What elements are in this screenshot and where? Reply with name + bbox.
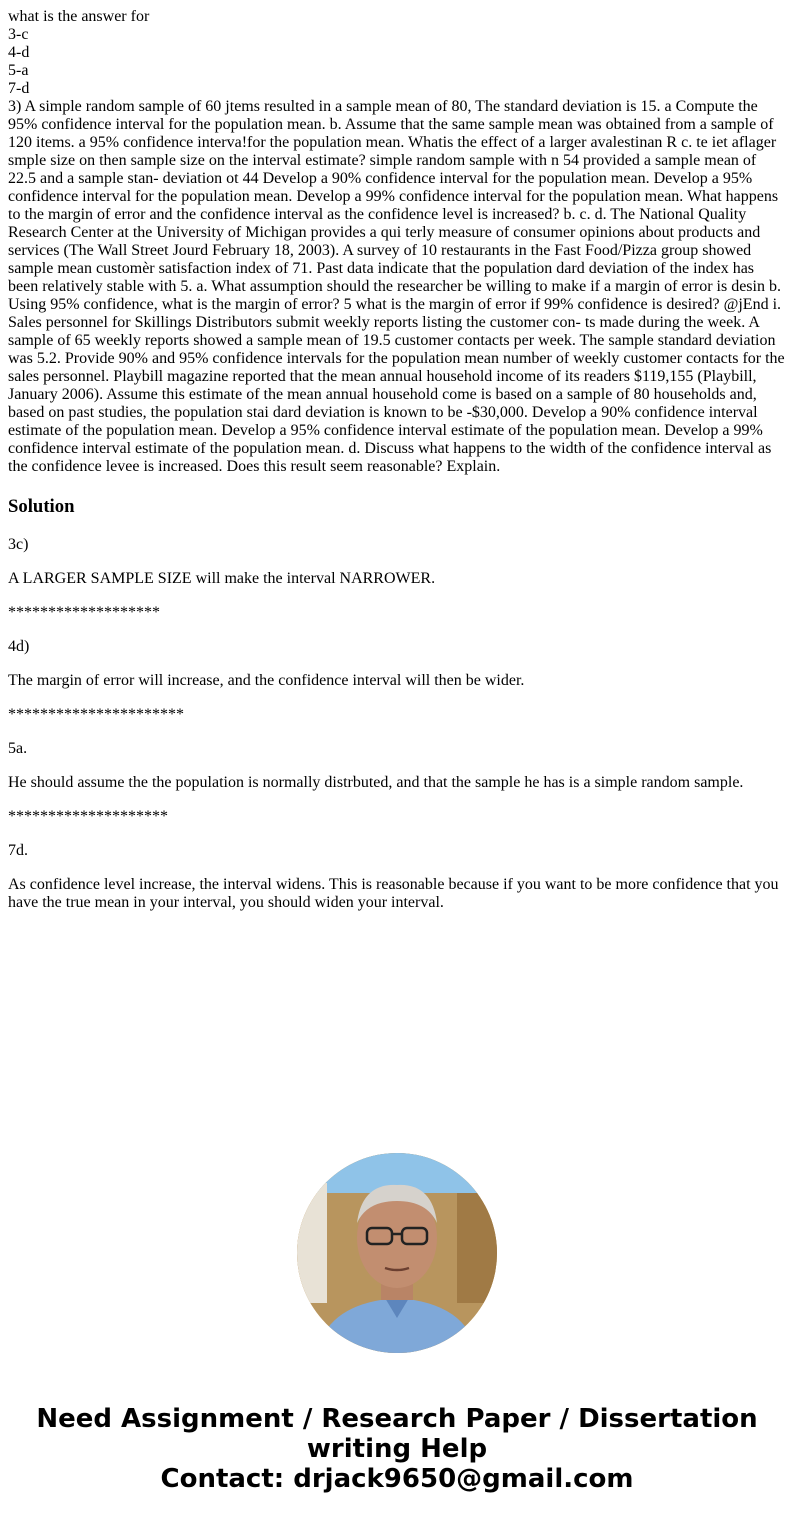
contact-banner: [0, 1404, 794, 1494]
solution-paragraph: He should assume the the population is normally distrbuted, and that the sample he has is a simple random sample.: [8, 774, 744, 791]
solution-paragraph: A LARGER SAMPLE SIZE will make the interval NARROWER.: [8, 570, 436, 587]
question-part: 4-d: [8, 44, 30, 61]
solution-paragraph: 5a.: [8, 740, 28, 757]
banner-line: writing Help: [306, 1434, 488, 1464]
solution-paragraph: 7d.: [8, 842, 28, 859]
question-intro: what is the answer for: [8, 8, 150, 25]
solution-paragraph: As confidence level increase, the interval widens. This is reasonable because if you want to be more confidence that you have the true mean in your interval, you should widen your interval.: [8, 876, 779, 911]
question-part: 3-c: [8, 26, 29, 43]
separator: *******************: [8, 604, 160, 621]
separator: ********************: [8, 808, 168, 825]
question-part: 5-a: [8, 62, 29, 79]
question: [8, 8, 786, 476]
question-body: 3) A simple random sample of 60 jtems resulted in a sample mean of 80, The standard deviation is 15. a Compute the 95% confidence interval for the population mean. b. Assume that the same sample mean was obtained from a sample of 120 items. a 95% confidence interva!for the population mean. Whatis the effect of a larger avalestinan R c. te iet aflager smple size on then sample size on the interval estimate? simple random sample with n 54 provided a sample mean of 22.5 and a sample stan- deviation ot 44 Develop a 90% confidence interval for the population mean. Develop a 95% confidence interval for the population mean. Develop a 99% confidence interval for the population mean. What happens to the margin of error and the confidence interval as the confidence level is increased? b. c. d. The National Quality Research Center at the University of Michigan provides a qui terly measure of consumer opinions about products and services (The Wall Street Jourd February 18, 2003). A survey of 10 restaurants in the Fast Food/Pizza group showed sample mean customèr satisfaction index of 71. Past data indicate that the population dard deviation of the index has been relatively stable with 5. a. What assumption should the researcher be willing to make if a margin of error is desin b. Using 95% confidence, what is the margin of error? 5 what is the margin of error if 99% confidence is desired? @jEnd i. Sales personnel for Skillings Distributors submit weekly reports listing the customer con- ts made during the week. A sample of 65 weekly reports showed a sample mean of 19.5 customer contacts per week. The sample standard deviation was 5.2. Provide 90% and 95% confidence intervals for the population mean number of weekly customer contacts for the sales personnel. Playbill magazine reported that the mean annual household income of its readers $119,155 (Playbill, January 2006). Assume this estimate of the mean annual household come is based on a sample of 80 households and, based on past studies, the population stai dard deviation is known to be -$30,000. Develop a 90% confidence interval estimate of the population mean. Develop a 95% confidence interval estimate of the population mean. Develop a 99% confidence interval estimate of the population mean. d. Discuss what happens to the width of the confidence interval as the confidence levee is increased. Does this result seem reasonable? Explain.: [8, 98, 785, 475]
author-avatar: [297, 1153, 497, 1353]
solution-paragraph: The margin of error will increase, and the confidence interval will then be wider.: [8, 672, 525, 689]
question-part: 7-d: [8, 80, 30, 97]
contact-email: Contact: drjack9650@gmail.com: [160, 1464, 634, 1494]
person-photo-icon: [297, 1153, 497, 1353]
separator: **********************: [8, 706, 184, 723]
solution-paragraph: 4d): [8, 638, 30, 655]
solution-paragraph: 3c): [8, 536, 29, 553]
solution-heading: Solution: [8, 496, 75, 517]
banner-line: Need Assignment / Research Paper / Dissertation: [36, 1404, 758, 1434]
